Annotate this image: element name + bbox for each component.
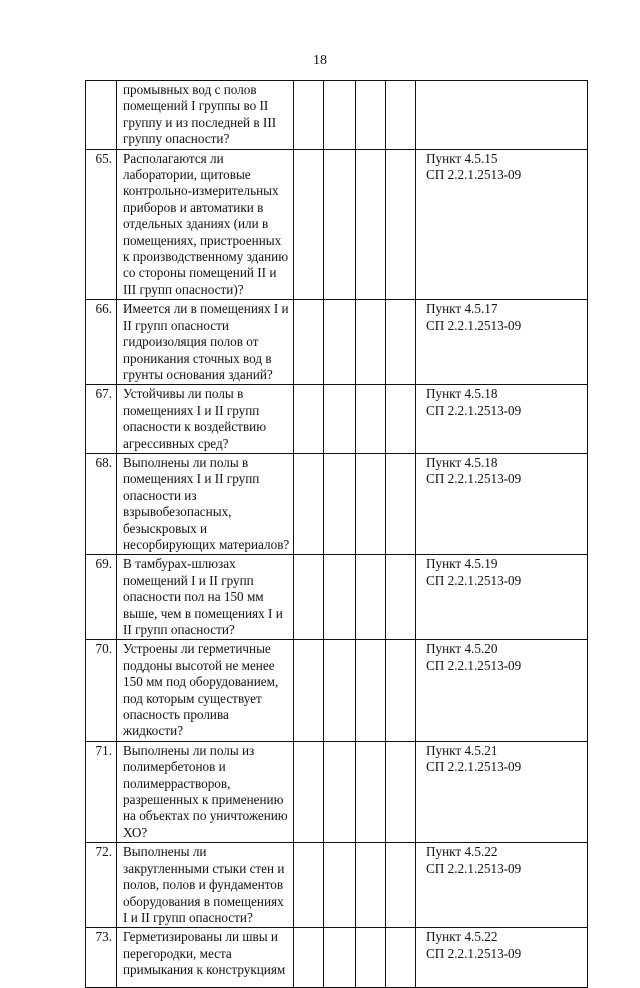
answer-cell-yes: [294, 741, 324, 842]
reference-cell: [416, 300, 588, 385]
reference-cell: [416, 149, 588, 300]
answer-cell-no: [324, 555, 356, 640]
question-text: Имеется ли в помещениях I и II групп опасности гидроизоляция полов от проникания сточных вод в грунты основания зданий?: [117, 300, 294, 385]
reference-cell: [416, 640, 588, 741]
answer-cell-extra: [386, 300, 416, 385]
answer-cell-no: [324, 741, 356, 842]
answer-cell-yes: [294, 385, 324, 454]
table-row: [86, 640, 588, 741]
answer-cell-extra: [386, 81, 416, 150]
page-number: 18: [313, 53, 327, 68]
question-text: Выполнены ли полы из полимербетонов и полимеррастворов, разрешенных к применению на объектах по уничтожению ХО?: [117, 741, 294, 842]
answer-cell-na: [356, 385, 386, 454]
question-text: В тамбурах-шлюзах помещений I и II групп опасности пол на 150 мм выше, чем в помещениях I и II групп опасности?: [117, 555, 294, 640]
table-row: [86, 928, 588, 988]
row-number: 65.: [86, 149, 117, 300]
answer-cell-extra: [386, 741, 416, 842]
reference-document: СП 2.2.1.2513-09: [426, 572, 522, 588]
question-text: Герметизированы ли швы и перегородки, места примыкания к конструкциям: [117, 928, 294, 988]
reference-document: СП 2.2.1.2513-09: [426, 471, 522, 487]
reference-document: СП 2.2.1.2513-09: [426, 759, 522, 775]
answer-cell-no: [324, 149, 356, 300]
table-row: [86, 385, 588, 454]
reference-cell: [416, 453, 588, 554]
answer-cell-na: [356, 555, 386, 640]
answer-cell-yes: [294, 453, 324, 554]
reference-document: СП 2.2.1.2513-09: [426, 317, 522, 333]
answer-cell-yes: [294, 555, 324, 640]
answer-cell-na: [356, 81, 386, 150]
row-number: 70.: [86, 640, 117, 741]
table-row: [86, 843, 588, 928]
question-text: Устроены ли герметичные поддоны высотой не менее 150 мм под оборудованием, под которым существует опасность пролива жидкости?: [117, 640, 294, 741]
reference-cell: [416, 555, 588, 640]
reference-point: Пункт 4.5.18: [426, 386, 498, 402]
reference-point: Пункт 4.5.20: [426, 641, 498, 657]
row-number: 68.: [86, 453, 117, 554]
reference-cell: [416, 928, 588, 988]
question-text: промывных вод с полов помещений I группы во II группу и из последней в III группу опасности?: [117, 81, 294, 150]
table-row: [86, 555, 588, 640]
row-number: 72.: [86, 843, 117, 928]
answer-cell-no: [324, 300, 356, 385]
reference-document: СП 2.2.1.2513-09: [426, 167, 522, 183]
question-text: Устойчивы ли полы в помещениях I и II групп опасности к воздействию агрессивных сред?: [117, 385, 294, 454]
answer-cell-extra: [386, 640, 416, 741]
answer-cell-yes: [294, 300, 324, 385]
answer-cell-na: [356, 300, 386, 385]
question-text: Выполнены ли полы в помещениях I и II групп опасности из взрывобезопасных, безыскровых и несорбирующих материалов?: [117, 453, 294, 554]
table-row: [86, 300, 588, 385]
row-number: 66.: [86, 300, 117, 385]
question-text: Выполнены ли закругленными стыки стен и полов, полов и фундаментов оборудования в помещениях I и II групп опасности?: [117, 843, 294, 928]
answer-cell-extra: [386, 555, 416, 640]
reference-point: Пункт 4.5.19: [426, 556, 498, 572]
reference-document: СП 2.2.1.2513-09: [426, 945, 522, 961]
reference-document: СП 2.2.1.2513-09: [426, 860, 522, 876]
answer-cell-no: [324, 453, 356, 554]
row-number: [86, 81, 117, 150]
answer-cell-na: [356, 640, 386, 741]
answer-cell-na: [356, 741, 386, 842]
answer-cell-extra: [386, 453, 416, 554]
row-number: 71.: [86, 741, 117, 842]
answer-cell-yes: [294, 149, 324, 300]
reference-point: Пункт 4.5.22: [426, 844, 498, 860]
row-number: 69.: [86, 555, 117, 640]
reference-point: Пункт 4.5.21: [426, 742, 498, 758]
reference-point: Пункт 4.5.18: [426, 454, 498, 470]
row-number: 67.: [86, 385, 117, 454]
table-row: [86, 453, 588, 554]
answer-cell-na: [356, 843, 386, 928]
reference-point: Пункт 4.5.22: [426, 929, 498, 945]
reference-cell: [416, 741, 588, 842]
row-number: 73.: [86, 928, 117, 988]
answer-cell-yes: [294, 843, 324, 928]
answer-cell-no: [324, 81, 356, 150]
table-row: [86, 81, 588, 150]
answer-cell-no: [324, 843, 356, 928]
answer-cell-yes: [294, 81, 324, 150]
answer-cell-na: [356, 149, 386, 300]
reference-point: Пункт 4.5.17: [426, 301, 498, 317]
reference-point: Пункт 4.5.15: [426, 150, 498, 166]
answer-cell-no: [324, 385, 356, 454]
checklist-body: [86, 81, 588, 988]
checklist-table: [85, 80, 588, 988]
table-row: [86, 149, 588, 300]
answer-cell-na: [356, 928, 386, 988]
answer-cell-yes: [294, 640, 324, 741]
answer-cell-no: [324, 640, 356, 741]
answer-cell-extra: [386, 928, 416, 988]
reference-document: СП 2.2.1.2513-09: [426, 657, 522, 673]
reference-document: СП 2.2.1.2513-09: [426, 402, 522, 418]
answer-cell-extra: [386, 149, 416, 300]
answer-cell-na: [356, 453, 386, 554]
question-text: Располагаются ли лаборатории, щитовые контрольно-измерительных приборов и автоматики в отдельных зданиях (или в помещениях, пристроенных к производственному зданию со стороны помещений II и III групп опасности)?: [117, 149, 294, 300]
reference-cell: [416, 843, 588, 928]
reference-cell: [416, 385, 588, 454]
answer-cell-extra: [386, 843, 416, 928]
reference-cell: [416, 81, 588, 150]
table-row: [86, 741, 588, 842]
answer-cell-no: [324, 928, 356, 988]
answer-cell-yes: [294, 928, 324, 988]
answer-cell-extra: [386, 385, 416, 454]
